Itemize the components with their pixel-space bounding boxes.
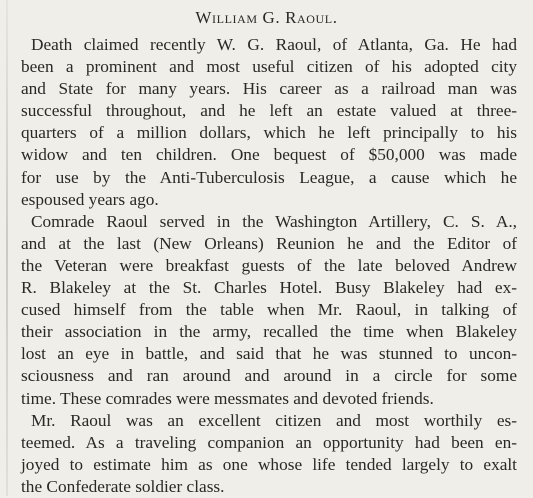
paragraph-1-line-1: Death claimed recently W. G. Raoul, of Atlanta, Ga. He had [31, 35, 517, 54]
paragraph-1-line-6: widow and ten children. One bequest of $50,000 was made [21, 145, 517, 165]
paragraph-1-line-2: been a prominent and most useful citizen of his adopted city [21, 57, 517, 77]
paragraph-2-line-6: their association in the army, recalled the time when Blakeley [21, 322, 517, 342]
paragraph-3-line-1: Mr. Raoul was an excellent citizen and most worthily es- [31, 410, 517, 430]
paragraph-2-line-8: sciousness and ran around and around in a circle for some [21, 366, 517, 386]
paragraph-2-line-1: Comrade Raoul served in the Washington Artillery, C. S. A., [31, 211, 517, 231]
paragraph-2-line-5: cused himself from the table when Mr. Raoul, in talking of [21, 300, 517, 320]
paragraph-2-line-3: the Veteran were breakfast guests of the late beloved Andrew [21, 255, 517, 275]
article-title: William G. Raoul. [195, 8, 338, 27]
paragraph-1-line-7: for use by the Anti-Tuberculosis League, a cause which he [21, 167, 517, 187]
paragraph-2-line-7: lost an eye in battle, and said that he was stunned to uncon- [21, 344, 517, 364]
paragraph-1-line-3: and State for many years. His career as a railroad man was [21, 79, 517, 99]
paragraph-3-line-2: teemed. As a traveling companion an opportunity had been en- [21, 432, 517, 452]
paragraph-3-line-4: the Confederate soldier class. [21, 476, 225, 496]
paragraph-1-line-4: successful throughout, and he left an estate valued at three- [21, 101, 517, 121]
page-edge-shadow [6, 0, 8, 496]
paragraph-2-line-9: time. These comrades were messmates and devoted friends. [21, 388, 434, 408]
article-body [21, 34, 517, 498]
paragraph-2-line-2: and at the last (New Orleans) Reunion he and the Editor of [21, 233, 517, 253]
paragraph-3-line-3: joyed to estimate him as one whose life tended largely to exalt [21, 454, 517, 474]
paragraph-2-line-4: R. Blakeley at the St. Charles Hotel. Busy Blakeley had ex- [21, 278, 517, 298]
paragraph-1-line-5: quarters of a million dollars, which he left principally to his [21, 123, 517, 143]
paragraph-1-line-8: espoused years ago. [21, 189, 159, 209]
